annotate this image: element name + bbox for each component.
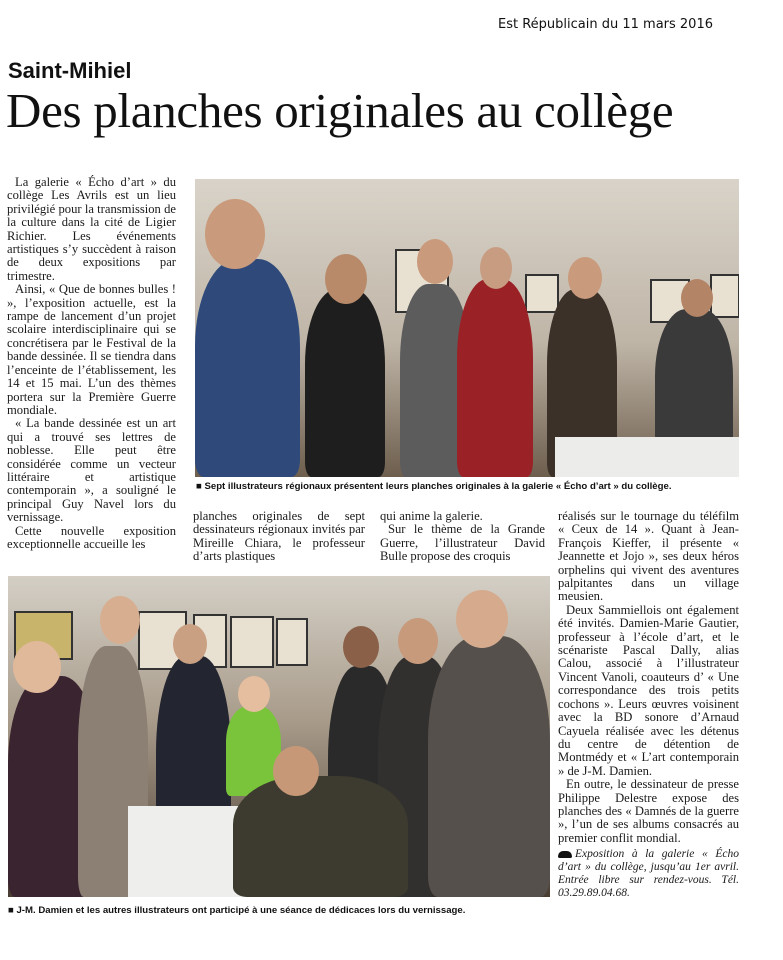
person: [428, 636, 550, 897]
paragraph: Ainsi, « Que de bonnes bulles ! », l’exposition actuelle, est la rampe de lancement d’un projet scolaire interdisciplinaire qui se concrétisera par le Festival de la bande dessinée. Il se tiendra dans l’enceinte de l’établissement, les 14 et 15 mai. L’un des thèmes portera sur la Première Guerre mondiale.: [7, 282, 176, 417]
paragraph: Deux Sammiellois ont également été invités. Damien-Marie Gautier, professeur à l’école d’art, et le scénariste Pascal Dally, alias Calou, associé à l’illustrateur Vincent Vanoli, coauteurs d’ « Une correspondance des trois petits cochons ». Leurs œuvres voisinent avec la BD sonore d’Arnaud Cayuela réalisée avec les détenus du centre de détention de Montmédy et « L’art contemporain » de J-M. Damien.: [558, 602, 739, 778]
person-head: [417, 239, 453, 284]
person-head: [273, 746, 319, 796]
paragraph: qui anime la galerie.: [380, 509, 483, 523]
person-head: [238, 676, 270, 712]
paragraph: « La bande dessinée est un art qui a trouvé ses lettres de noblesse. Elle peut être considérée comme un vecteur littéraire et artistique contemporain », a souligné le principal Guy Navel lors du vernissage.: [7, 416, 176, 525]
photo-caption: ■ Sept illustrateurs régionaux présentent leurs planches originales à la galerie « Écho d’art » du collège.: [196, 481, 672, 492]
article-column-3: [380, 510, 545, 564]
artwork-frame: [276, 618, 308, 666]
person-head: [343, 626, 379, 668]
exhibition-info: [558, 848, 739, 900]
person-head: [398, 618, 438, 664]
article-column-2: [193, 510, 365, 564]
person-head: [13, 641, 61, 693]
person-head: [480, 247, 512, 289]
paragraph: planches originales de sept dessinateurs régionaux invités par Mireille Chiara, le professeur d’arts plastiques: [193, 509, 365, 564]
artwork-frame: [230, 616, 274, 668]
article-column-4: [558, 510, 739, 900]
person-head: [100, 596, 140, 644]
person-signing: [233, 776, 408, 897]
person-head: [205, 199, 265, 269]
table: [555, 437, 739, 477]
paragraph: réalisés sur le tournage du téléfilm « Ceux de 14 ». Quant à Jean-François Kieffer, il présente « Jeannette et Jojo », ses deux héros orphelins qui vivent des aventures palpitantes dans un village meusien.: [558, 509, 739, 604]
person-head: [681, 279, 713, 317]
paragraph: Cette nouvelle exposition exceptionnelle accueille les: [7, 523, 176, 551]
person-head: [568, 257, 602, 299]
photo-signing-session: [8, 576, 550, 897]
exhibition-info-text: Exposition à la galerie « Écho d’art » du collège, jusqu’au 1er avril. Entrée libre sur rendez-vous. Tél. 03.29.89.04.68.: [558, 848, 739, 900]
photo-illustrators: [195, 179, 739, 477]
phone-icon: [558, 851, 572, 858]
person: [195, 259, 300, 477]
paragraph: La galerie « Écho d’art » du collège Les Avrils est un lieu privilégié pour la transmission de la culture dans la cité de Ligier Richier. Les événements artistiques s’y succèdent à raison de deux expositions par trimestre.: [7, 175, 176, 283]
article-kicker: Saint-Mihiel: [8, 58, 132, 83]
photo-caption: ■ J-M. Damien et les autres illustrateurs ont participé à une séance de dédicaces lors du vernissage.: [8, 905, 466, 916]
artwork-frame: [710, 274, 739, 318]
paragraph: Sur le thème de la Grande Guerre, l’illustrateur David Bulle propose des croquis: [380, 522, 545, 564]
artwork-frame: [525, 274, 559, 313]
person: [305, 289, 385, 477]
article-headline: Des planches originales au collège: [6, 83, 674, 138]
person-head: [456, 590, 508, 648]
newspaper-source: Est Républicain du 11 mars 2016: [498, 17, 713, 32]
article-column-1: [7, 176, 176, 551]
paragraph: En outre, le dessinateur de presse Philippe Delestre expose des planches des « Damnés de la guerre », l’un de ses albums consacrés au premier conflit mondial.: [558, 777, 739, 845]
person-head: [173, 624, 207, 664]
person-head: [325, 254, 367, 304]
person: [457, 279, 533, 477]
